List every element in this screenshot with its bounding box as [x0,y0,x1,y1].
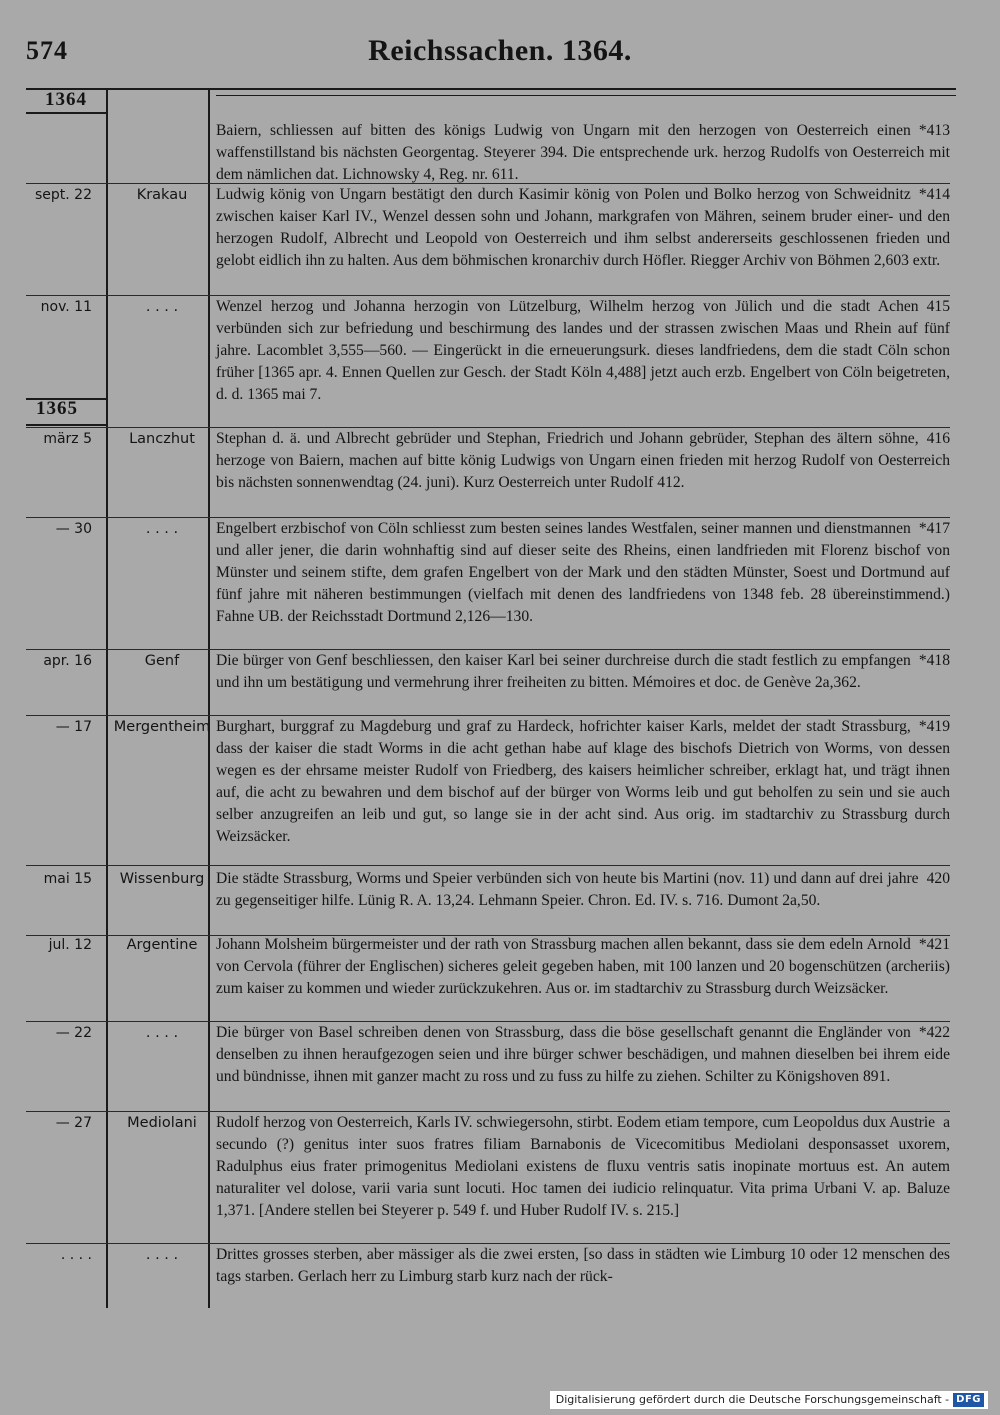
entry-date: — 17 [55,719,92,735]
entry-text: 416 Stephan d. ä. und Albrecht gebrüder und Stephan, Friedrich und Johann gebrüder, Stephan des ältern söhne, herzoge von Baiern, machen auf bitte könig Ludwigs von Ungarn einen frieden mit herzog Rudolf von Oesterreich bis nächsten sonnenwendtag (24. juni). Kurz Oesterreich unter Rudolf 412. [216,430,950,491]
page-header [0,0,1000,90]
entry-text: *418 Die bürger von Genf beschliessen, den kaiser Karl bei seiner durchreise durch die stadt festlich zu empfangen und ihn um bestätigung und vermehrung ihrer freiheiten zu bitten. Mémoires et doc. de Genève 2a,362. [216,652,950,691]
entry-number: *414 [918,186,950,203]
entry-place: Lanczhut [129,431,195,447]
page-title: Reichssachen. 1364. [368,34,632,67]
entry-place: Genf [144,653,180,669]
entry-date: jul. 12 [48,937,92,953]
entry-place: . . . . [145,521,179,537]
entry-text: *417 Engelbert erzbischof von Cöln schliesst zum besten seines landes Westfalen, seiner mannen und dienstmannen und aller jener, die darin wohnhaftig sind auf dieser seite des Rheins, einen landfrieden mit Florenz bischof von Münster und seinem stifte, dem grafen Engelbert von der Mark und den städten Münster, Soest und Dortmund auf fünf jahre mit näheren bestimmungen (vielfach mit denen des landfriedens von 1348 feb. 28 übereinstimmend.) Fahne UB. der Reichsstadt Dortmund 2,126—130. [216,520,950,625]
list-item [26,120,956,183]
list-item [26,296,956,424]
list-item [26,184,956,292]
list-item [26,428,956,514]
list-item [26,1022,956,1108]
entry-text: *421 Johann Molsheim bürgermeister und der rath von Strassburg machen allen bekannt, dass sie dem edeln Arnold von Cervola (führer der Englischen) sicheres geleit gegeben haben, mit 100 lanzen und 20 bogenschützen (archeriis) zum kaiser zu kommen und wieder zurückzukehren. Aus or. im stadtarchiv zu Strassburg durch Weizsäcker. [216,936,950,997]
entry-date: sept. 22 [35,187,92,203]
entry-number: *413 [918,122,950,139]
entry-text: 420 Die städte Strassburg, Worms und Speier verbünden sich von heute bis Martini (nov. 11) und dann auf drei jahre zu gegenseitiger hilfe. Lünig R. A. 13,24. Lehmann Speier. Chron. Ed. IV. s. 716. Dumont 2a,50. [216,870,950,909]
year-label-start: 1364 [26,88,108,114]
list-item [26,650,956,712]
entry-place: Argentine [126,937,198,953]
entry-text: *413 Baiern, schliessen auf bitten des königs Ludwig von Ungarn mit den herzogen von Oesterreich einen waffenstillstand bis nächsten Georgentag. Steyerer 394. Die entsprechende urk. herzog Rudolfs von Oesterreich mit dem nämlichen dat. Lichnowsky 4, Reg. nr. 611. [216,122,950,183]
entry-date: — 30 [55,521,92,537]
list-item [26,716,956,862]
entry-date: mai 15 [43,871,92,887]
entry-date: — 27 [55,1115,92,1131]
entry-number: a [943,1114,950,1131]
footer-text: Digitalisierung gefördert durch die Deutsche Forschungsgemeinschaft - [555,1393,950,1406]
dfg-logo: DFG [953,1393,984,1407]
list-item [26,1244,956,1292]
entry-date: märz 5 [43,431,92,447]
entry-number: 415 [926,298,950,315]
page-number: 574 [26,36,68,65]
list-item [26,1112,956,1240]
entry-place: . . . . [145,299,179,315]
year-rule [26,424,106,426]
entry-number: *422 [918,1024,950,1041]
entry-number: *417 [918,520,950,537]
funding-footer [550,1391,988,1409]
entry-text: 415 Wenzel herzog und Johanna herzogin von Lützelburg, Wilhelm herzog von Jülich und die stadt Achen verbünden sich zur befriedung und beschirmung des landes und der strassen zwischen Maas und Rhein auf fünf jahre. Lacomblet 3,555—560. — Eingerückt in die erneuerungsurk. dieses landfriedens, dem die stadt Cöln schon früher [1365 apr. 4. Ennen Quellen zur Gesch. der Stadt Köln 4,488] jetzt auch erzb. Engelbert von Cöln beigetreten, d. d. 1365 mai 7. [216,298,950,403]
entry-place: . . . . [145,1025,179,1041]
list-item [26,518,956,646]
header-rule [26,88,956,90]
entry-date: nov. 11 [40,299,92,315]
entry-number: 416 [926,430,950,447]
entry-text: *422 Die bürger von Basel schreiben denen von Strassburg, dass die böse gesellschaft genannt die Engländer von denselben zu ihnen heraufgezogen seien und ihre bürger schwer beschädigen, und mahnen dieselben bei ihrem eide und bündnisse, ihnen mit ganzer macht zu ross und zu fuss zu hilfe zu ziehen. Schilter zu Königshoven 891. [216,1024,950,1085]
entry-date: — 22 [55,1025,92,1041]
entry-place: Mediolani [127,1115,197,1131]
list-item [26,934,956,1018]
entry-number: *419 [918,718,950,735]
entry-date: . . . . [60,1247,92,1263]
entry-number: *418 [918,652,950,669]
entry-text: Drittes grosses sterben, aber mässiger als die zwei ersten, [so dass in städten wie Limburg 10 oder 12 menschen des tags starben. Gerlach herr zu Limburg starb kurz nach der rück- [216,1246,950,1285]
year-label-mid: 1365 [36,398,78,419]
entry-date: apr. 16 [43,653,92,669]
entry-place: Krakau [136,187,188,203]
entry-text: a Rudolf herzog von Oesterreich, Karls IV. schwiegersohn, stirbt. Eodem etiam tempore, cum Leopoldus dux Austrie secundo (?) genitus inter suos fratres filiam Barnabonis de Vicecomitibus Mediolani desponsasset uxorem, Radulphus eius frater primogenitus Mediolani existens de fluxu ventris satis inopinate mortuus est. An autem naturaliter vel dolose, varii varia sunt locuti. Hoc tamen dei iudicio relinquatur. Vita prima Urbani V. ap. Baluze 1,371. [Andere stellen bei Steyerer p. 549 f. und Huber Rudolf IV. s. 215.] [216,1114,950,1219]
entry-place: Wissenburg [119,871,205,887]
entry-text: *414 Ludwig könig von Ungarn bestätigt den durch Kasimir könig von Polen und Bolko herzog von Schweidnitz zwischen kaiser Karl IV., Wenzel dessen sohn und Johann, markgrafen von Mähren, seinem bruder einer- und den herzogen Rudolf, Albrecht und Leopold von Oesterreich und ihm selbst andererseits geschlossenen frieden und gelobt eidlich ihn zu halten. Aus dem böhmischen kronarchiv durch Höfler. Riegger Archiv von Böhmen 2,603 extr. [216,186,950,269]
entry-text: *419 Burghart, burggraf zu Magdeburg und graf zu Hardeck, hofrichter kaiser Karls, meldet der stadt Strassburg, dass der kaiser die stadt Worms in die acht gethan habe auf klage des bischofs Dietrich von Worms, von dessen wegen es der ehrsame meister Rudolf von Friedberg, des kaisers heimlicher schreiber, erklagt hat, und trägt ihnen auf, die acht zu bewahren und dem bischof auf der bürger von Worms leib und gut beholfen zu sein und sie auch selber anzugreifen an leib und gut, so lange sie in der acht sind. Aus orig. im stadtarchiv zu Strassburg durch Weizsäcker. [216,718,950,845]
header-rule-secondary [216,95,956,96]
entry-number: *421 [918,936,950,953]
entry-number: 420 [926,870,950,887]
list-item [26,868,956,932]
entry-place: . . . . [145,1247,179,1263]
entry-place: Mergentheim [113,719,211,735]
